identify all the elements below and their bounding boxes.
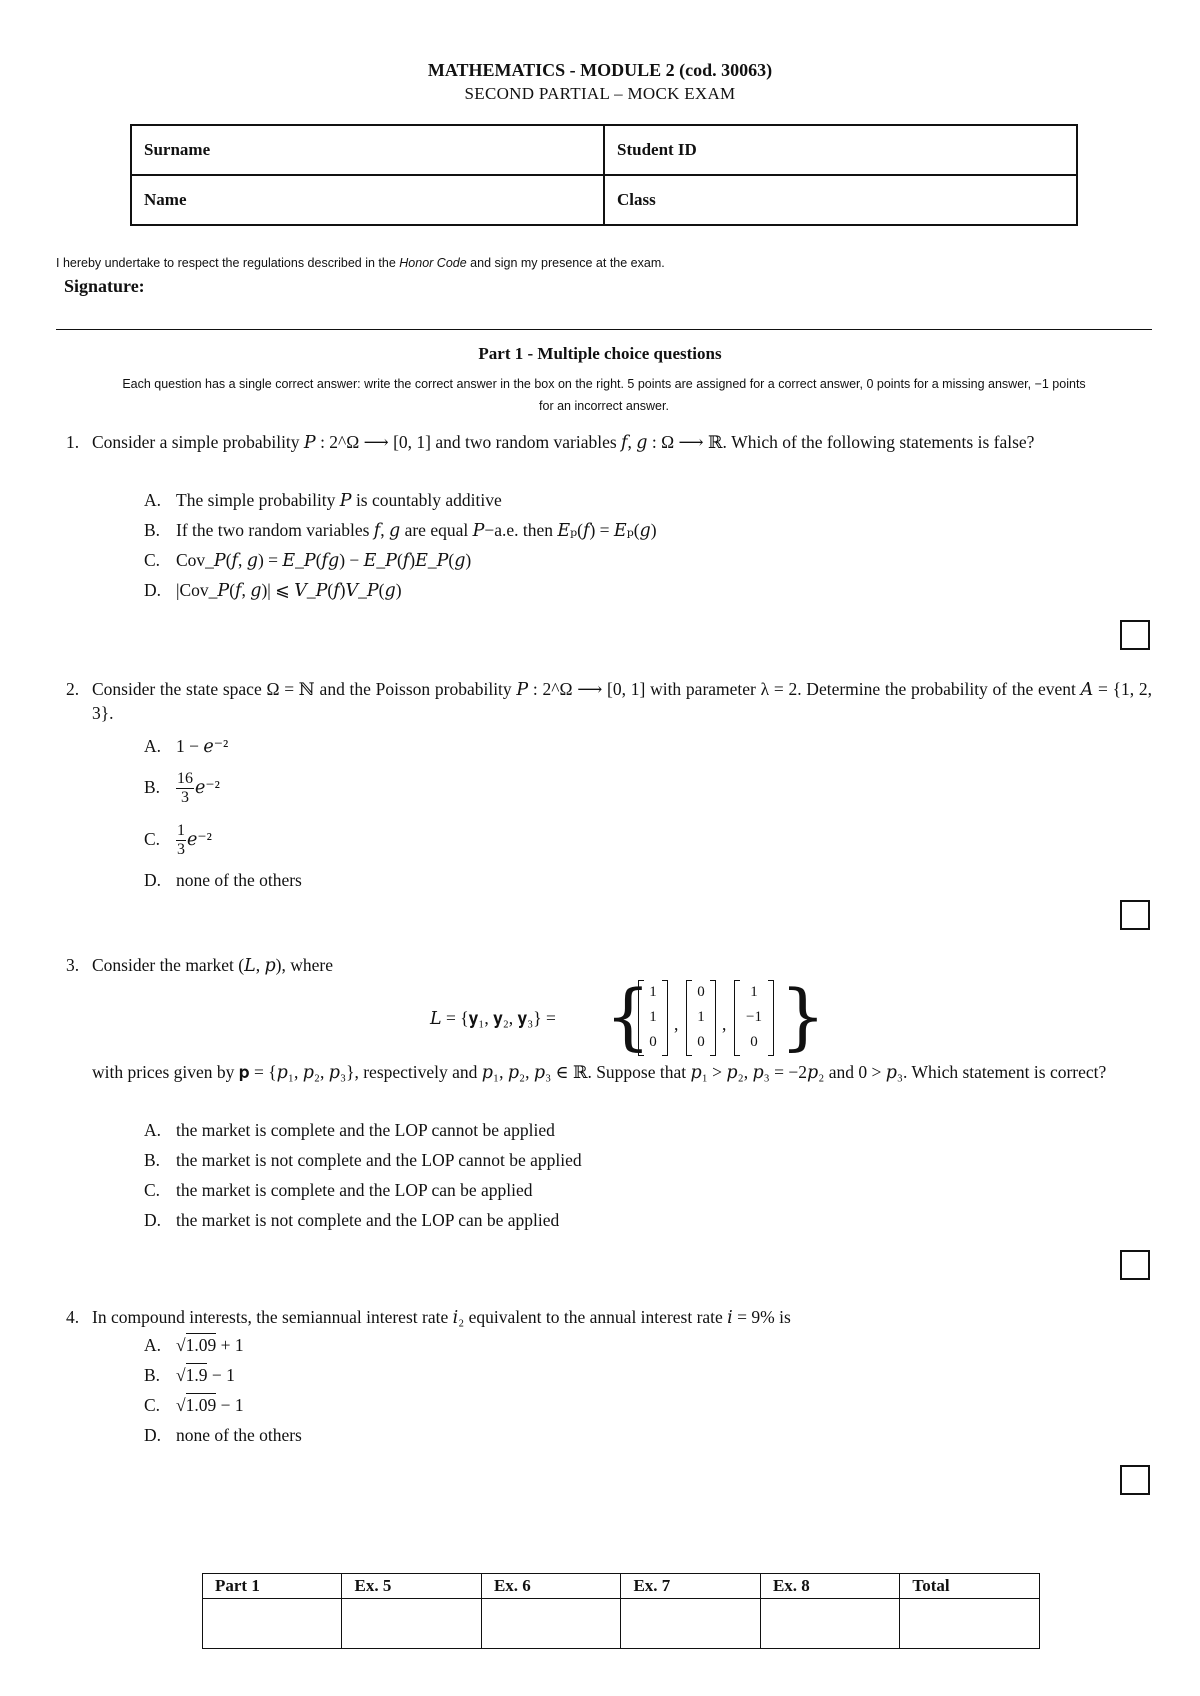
part1-instructions-line2: for an incorrect answer. xyxy=(539,399,669,413)
sqrt-symbol: √ xyxy=(176,1395,186,1415)
question-number: 3. xyxy=(66,955,80,975)
vector-2 xyxy=(686,980,716,1056)
divider-rule xyxy=(56,329,1152,330)
option-d: D. none of the others xyxy=(144,870,302,890)
option-text: 1 − 𝑒⁻² xyxy=(176,736,229,756)
exam-title: MATHEMATICS - MODULE 2 (cod. 30063) xyxy=(427,60,773,80)
score-header: Ex. 7 xyxy=(621,1574,760,1599)
score-cell[interactable] xyxy=(203,1599,342,1649)
option-text: Cov_𝑃(𝑓, 𝑔) = 𝐸_𝑃(𝑓𝑔) − 𝐸_𝑃(𝑓)𝐸_𝑃(𝑔) xyxy=(176,550,472,570)
student-id-field[interactable]: Student ID xyxy=(604,125,1077,175)
question-2-options xyxy=(144,731,302,895)
option-b: B. √1.9 − 1 xyxy=(144,1365,235,1385)
exam-subtitle: SECOND PARTIAL – MOCK EXAM xyxy=(464,84,736,103)
option-b: B. $\frac{16}{3}$ 𝑒⁻² xyxy=(144,770,220,807)
radicand: 1.09 xyxy=(185,1335,217,1355)
honor-code-emphasis: Honor Code xyxy=(399,256,467,270)
question-2 xyxy=(66,677,1152,725)
question-number: 2. xyxy=(66,679,80,699)
surname-field[interactable]: Surname xyxy=(131,125,604,175)
vector-entry: 0 xyxy=(697,1034,705,1050)
sqrt-symbol: √ xyxy=(176,1365,186,1385)
comma: , xyxy=(722,1014,727,1034)
answer-box-2[interactable] xyxy=(1120,900,1150,930)
market-formula xyxy=(430,970,870,1060)
option-a: A. The simple probability 𝑃 is countably additive xyxy=(144,490,502,510)
formula-lhs: 𝐿 = {𝐲₁, 𝐲₂, 𝐲₃} = xyxy=(430,1008,556,1028)
option-b: B. the market is not complete and the LOP cannot be applied xyxy=(144,1150,582,1170)
part1-title: Part 1 - Multiple choice questions xyxy=(478,344,722,363)
question-text: Consider the state space Ω = ℕ and the Poisson probability 𝑃 : 2^Ω ⟶ [0, 1] with parameter λ = 2. Determine the probability of the event 𝐴 = {1, 2, 3}. xyxy=(92,679,1152,723)
score-header: Ex. 8 xyxy=(760,1574,899,1599)
option-text: none of the others xyxy=(176,870,302,890)
option-d: D. the market is not complete and the LOP can be applied xyxy=(144,1210,560,1230)
option-text: the market is complete and the LOP cannot be applied xyxy=(176,1120,555,1140)
vector-entry: −1 xyxy=(746,1009,762,1025)
option-text: If the two random variables 𝑓, 𝑔 are equal 𝑃−a.e. then 𝐸ₚ(𝑓) = 𝐸ₚ(𝑔) xyxy=(176,520,657,540)
vector-entry: 1 xyxy=(649,1009,657,1025)
question-1 xyxy=(66,430,1152,454)
part1-instructions xyxy=(56,373,1152,417)
vector-1 xyxy=(638,980,668,1056)
score-cell[interactable] xyxy=(481,1599,620,1649)
question-number: 4. xyxy=(66,1307,80,1327)
answer-box-4[interactable] xyxy=(1120,1465,1150,1495)
question-4-options xyxy=(144,1330,302,1450)
question-text: Consider a simple probability 𝑃 : 2^Ω ⟶ [0, 1] and two random variables 𝑓, 𝑔 : Ω ⟶ ℝ. Which of the following statements is false? xyxy=(92,432,1035,452)
score-cell[interactable] xyxy=(760,1599,899,1649)
option-c: C. √1.09 − 1 xyxy=(144,1395,244,1415)
question-3-options xyxy=(144,1115,582,1235)
name-field[interactable]: Name xyxy=(131,175,604,225)
question-number: 1. xyxy=(66,432,80,452)
option-a: A. the market is complete and the LOP cannot be applied xyxy=(144,1120,555,1140)
left-brace: { xyxy=(605,974,651,1058)
question-3-continued xyxy=(66,1060,1152,1084)
score-header: Total xyxy=(900,1574,1040,1599)
option-d: D. |Cov_𝑃(𝑓, 𝑔)| ⩽ 𝑉_𝑃(𝑓)𝑉_𝑃(𝑔) xyxy=(144,580,402,600)
honor-text-before: I hereby undertake to respect the regulations described in the xyxy=(56,256,400,270)
option-b: B. If the two random variables 𝑓, 𝑔 are equal 𝑃−a.e. then 𝐸ₚ(𝑓) = 𝐸ₚ(𝑔) xyxy=(144,520,657,540)
score-cell[interactable] xyxy=(900,1599,1040,1649)
option-d: D. none of the others xyxy=(144,1425,302,1445)
question-1-options xyxy=(144,485,657,605)
option-c: C. $\frac{1}{3}$ 𝑒⁻² xyxy=(144,822,212,859)
score-cell[interactable] xyxy=(342,1599,481,1649)
honor-text-after: and sign my presence at the exam. xyxy=(466,256,665,270)
option-text: |Cov_𝑃(𝑓, 𝑔)| ⩽ 𝑉_𝑃(𝑓)𝑉_𝑃(𝑔) xyxy=(176,580,402,600)
radicand: 1.9 xyxy=(185,1365,208,1385)
vector-entry: 1 xyxy=(750,984,758,1000)
part1-instructions-line1: Each question has a single correct answer: write the correct answer in the box on the right. 5 points are assigned for a correct answer, 0 points for a missing answer, −1 points xyxy=(122,377,1086,391)
option-text: the market is not complete and the LOP cannot be applied xyxy=(176,1150,582,1170)
vector-entry: 0 xyxy=(649,1034,657,1050)
option-c: C. the market is complete and the LOP can be applied xyxy=(144,1180,533,1200)
option-a: A. 1 − 𝑒⁻² xyxy=(144,736,229,756)
question-text: In compound interests, the semiannual interest rate 𝑖₂ equivalent to the annual interest rate 𝑖 = 9% is xyxy=(92,1307,791,1327)
honor-statement xyxy=(56,256,665,270)
option-text: none of the others xyxy=(176,1425,302,1445)
option-text: the market is complete and the LOP can be applied xyxy=(176,1180,533,1200)
sqrt-symbol: √ xyxy=(176,1335,186,1355)
radicand: 1.09 xyxy=(185,1395,217,1415)
fraction: $\frac{1}{3}$ xyxy=(177,822,185,859)
fraction: $\frac{16}{3}$ xyxy=(177,770,193,807)
vector-entry: 0 xyxy=(750,1034,758,1050)
class-field[interactable]: Class xyxy=(604,175,1077,225)
question-4 xyxy=(66,1305,1152,1329)
comma: , xyxy=(674,1014,679,1034)
score-table xyxy=(202,1573,1040,1649)
option-c: C. Cov_𝑃(𝑓, 𝑔) = 𝐸_𝑃(𝑓𝑔) − 𝐸_𝑃(𝑓)𝐸_𝑃(𝑔) xyxy=(144,550,472,570)
vector-entry: 1 xyxy=(649,984,657,1000)
answer-box-3[interactable] xyxy=(1120,1250,1150,1280)
score-header: Ex. 5 xyxy=(342,1574,481,1599)
question-text: Consider the market (𝐿, 𝑝), where xyxy=(92,955,334,975)
student-info-table xyxy=(130,124,1078,226)
vector-entry: 0 xyxy=(697,984,705,1000)
score-cell[interactable] xyxy=(621,1599,760,1649)
right-brace: } xyxy=(780,974,826,1058)
option-text: the market is not complete and the LOP can be applied xyxy=(176,1210,560,1230)
question-text-continued: with prices given by 𝐩 = {𝑝₁, 𝑝₂, 𝑝₃}, respectively and 𝑝₁, 𝑝₂, 𝑝₃ ∈ ℝ. Suppose that 𝑝₁ > 𝑝₂, 𝑝₃ = −2𝑝₂ and 0 > 𝑝₃. Which statement is correct? xyxy=(92,1062,1107,1082)
answer-box-1[interactable] xyxy=(1120,620,1150,650)
signature-label: Signature: xyxy=(64,276,145,296)
option-a: A. √1.09 + 1 xyxy=(144,1335,244,1355)
score-header: Ex. 6 xyxy=(481,1574,620,1599)
score-header: Part 1 xyxy=(203,1574,342,1599)
vector-3 xyxy=(734,980,774,1056)
vector-entry: 1 xyxy=(697,1009,705,1025)
option-text: The simple probability 𝑃 is countably additive xyxy=(176,490,502,510)
